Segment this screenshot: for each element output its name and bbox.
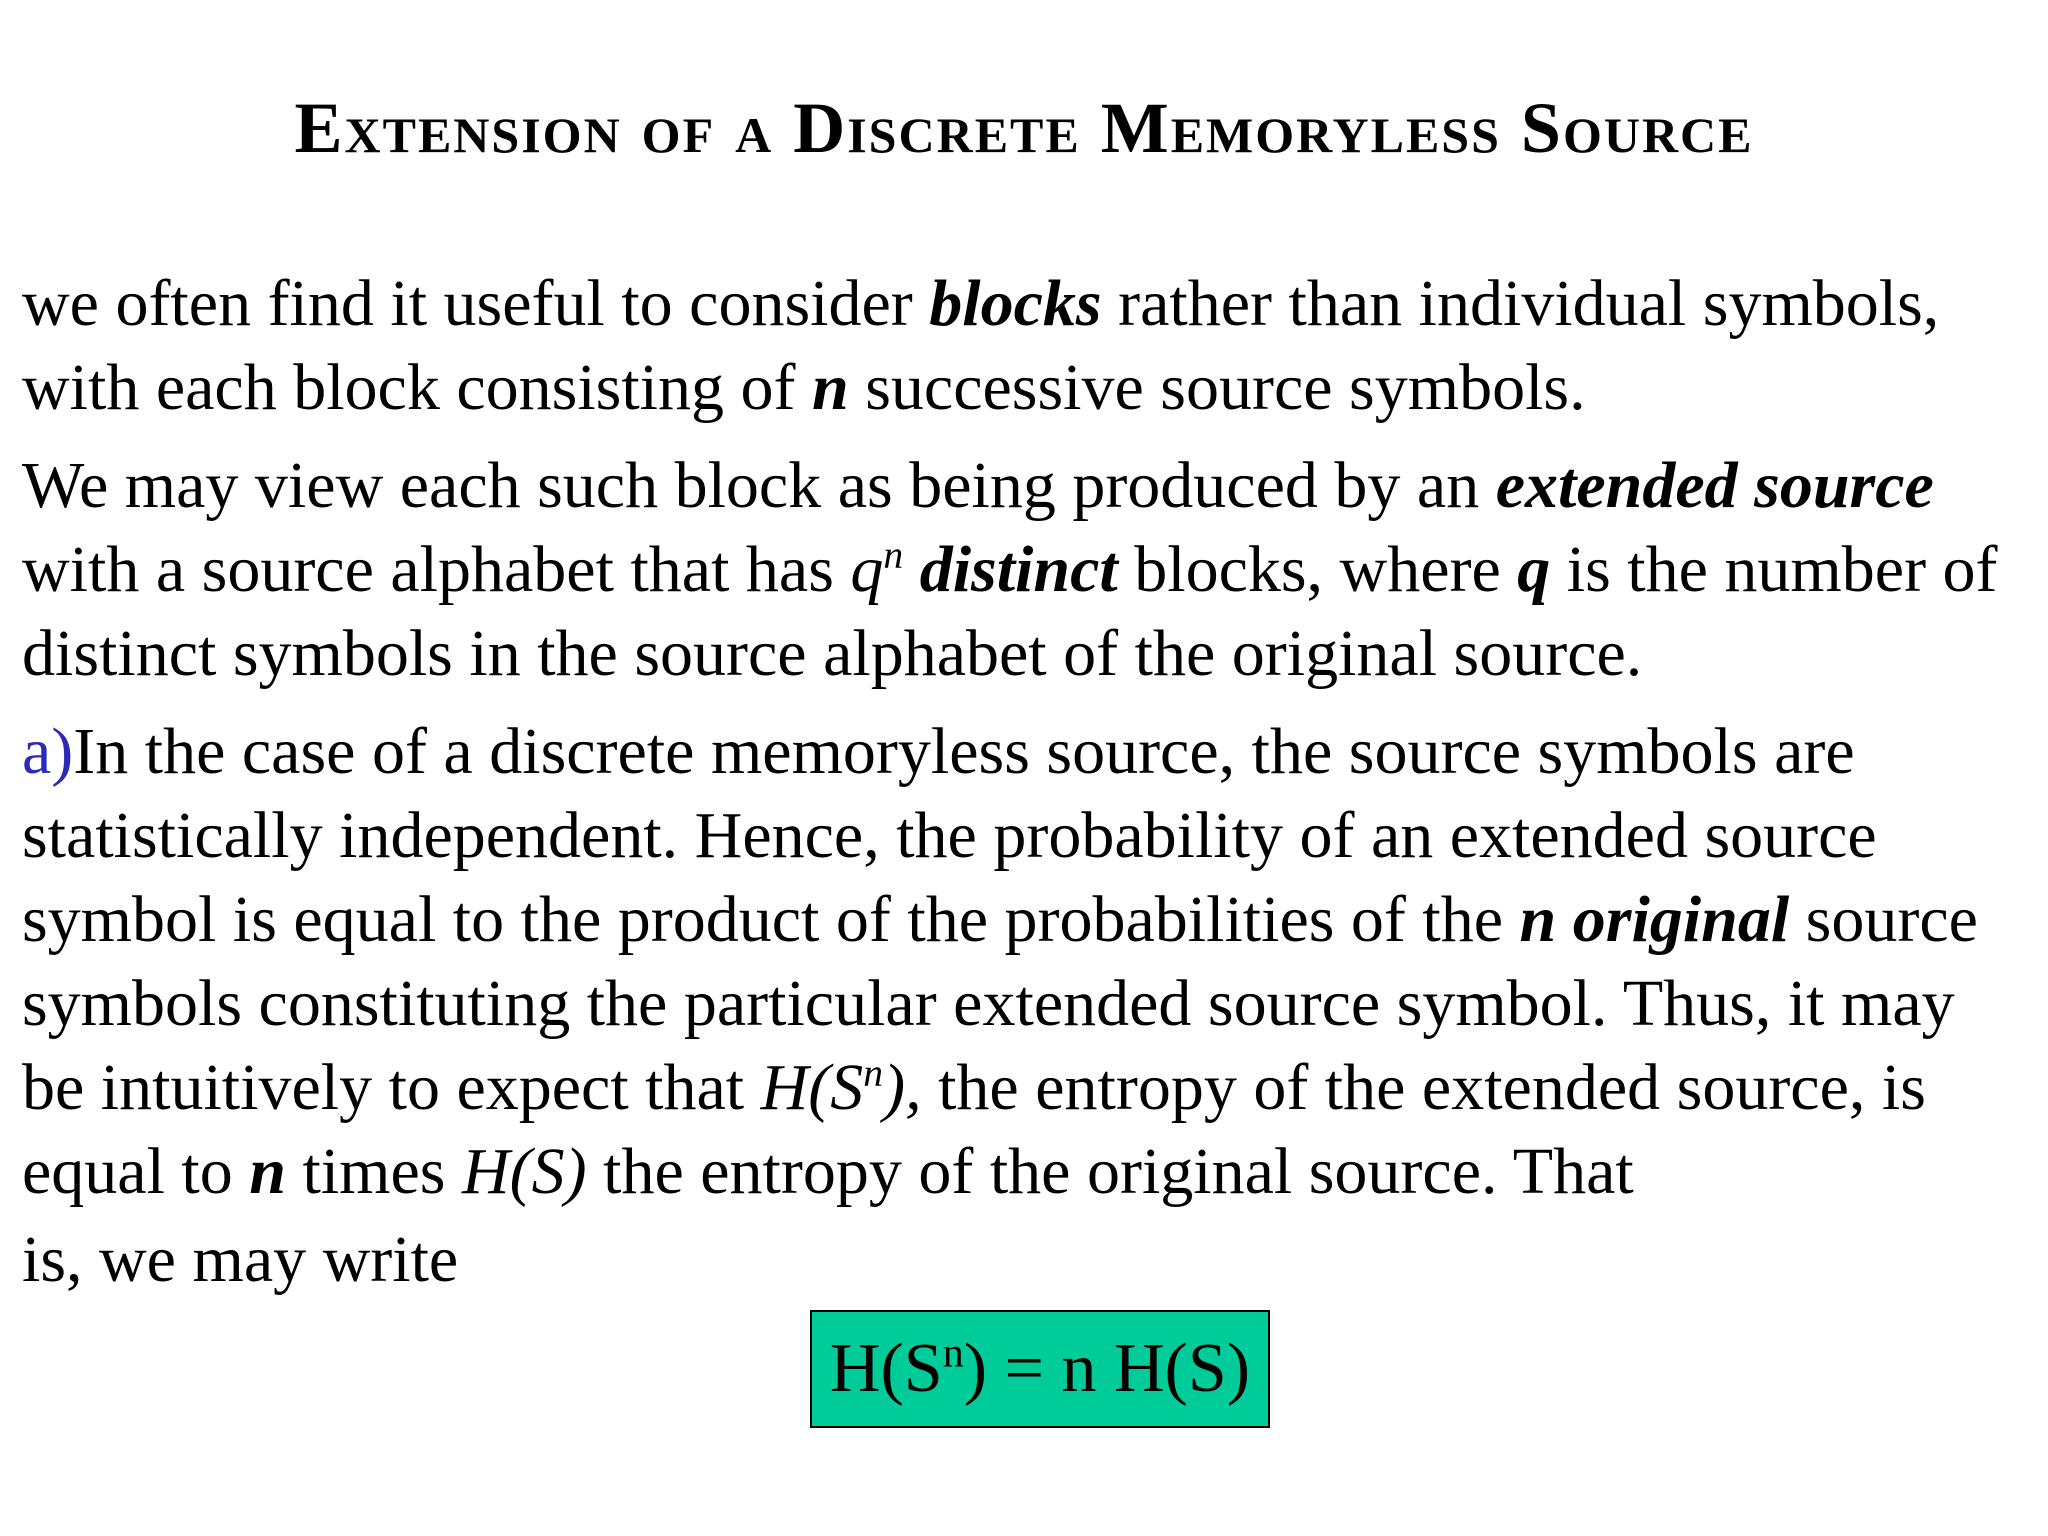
p2-text-4: is the number of distinct symbols in the source alphabet of the original source. [22,533,1998,690]
p2-text-3: blocks, where [1117,533,1518,606]
p3-emphasis-n: n [249,1135,286,1208]
paragraph-extended-source [22,444,2032,696]
p2-emphasis-distinct: distinct [919,533,1118,606]
p2-space [903,533,920,606]
paragraph-memoryless-case [22,710,2032,1302]
p3-text-5: the entropy of the original source. That [586,1135,1634,1208]
p3-entropy-extended [761,1051,922,1124]
p3-text-6: is, we may write [22,1223,459,1296]
p3-text-2: source symbols constituting the particular extended source symbol. Thus, it may be intuitively to expect that [22,883,1978,1124]
p2-q-symbol: q [850,533,884,606]
slide-title: Extension of a Discrete Memoryless Source [294,88,1754,168]
formula-box [810,1310,1270,1428]
formula-pre: H(S [829,1330,943,1407]
p3-entropy-original: H(S) [461,1135,587,1208]
p3-text-1: In the case of a discrete memoryless source, the source symbols are statistically independent. Hence, the probability of an extended source symbol is equal to the product of the probabilities of the [22,715,1877,956]
p1-text-1: we often find it useful to consider [22,267,930,340]
p2-emphasis-extended-source: extended source [1495,449,1934,522]
p1-text-2: rather than individual symbols, with each block consisting of [22,267,1940,424]
p1-emphasis-blocks: blocks [929,267,1102,340]
paragraph-blocks [22,262,2032,430]
p3-emphasis-n-original: n original [1519,883,1790,956]
body-text [22,262,2032,1302]
p2-text-2: with a source alphabet that has [22,533,851,606]
p3-text-4: times [285,1135,462,1208]
p3-text-3: the entropy of the extended source, is equal to [22,1051,1926,1208]
p2-emphasis-q: q [1517,533,1551,606]
formula-sup: n [942,1330,964,1377]
p3-entropy-extended-pre: H(S [760,1051,864,1124]
p3-entropy-extended-post: ), [883,1051,922,1124]
formula-post: ) = n H(S) [963,1330,1251,1407]
p3-entropy-extended-sup: n [863,1051,884,1095]
item-label-a: a) [22,715,74,788]
p2-n-exponent: n [883,533,904,577]
p2-text-1: We may view each such block as being produced by an [22,449,1496,522]
p1-emphasis-n: n [812,351,849,424]
p1-text-3: successive source symbols. [848,351,1586,424]
